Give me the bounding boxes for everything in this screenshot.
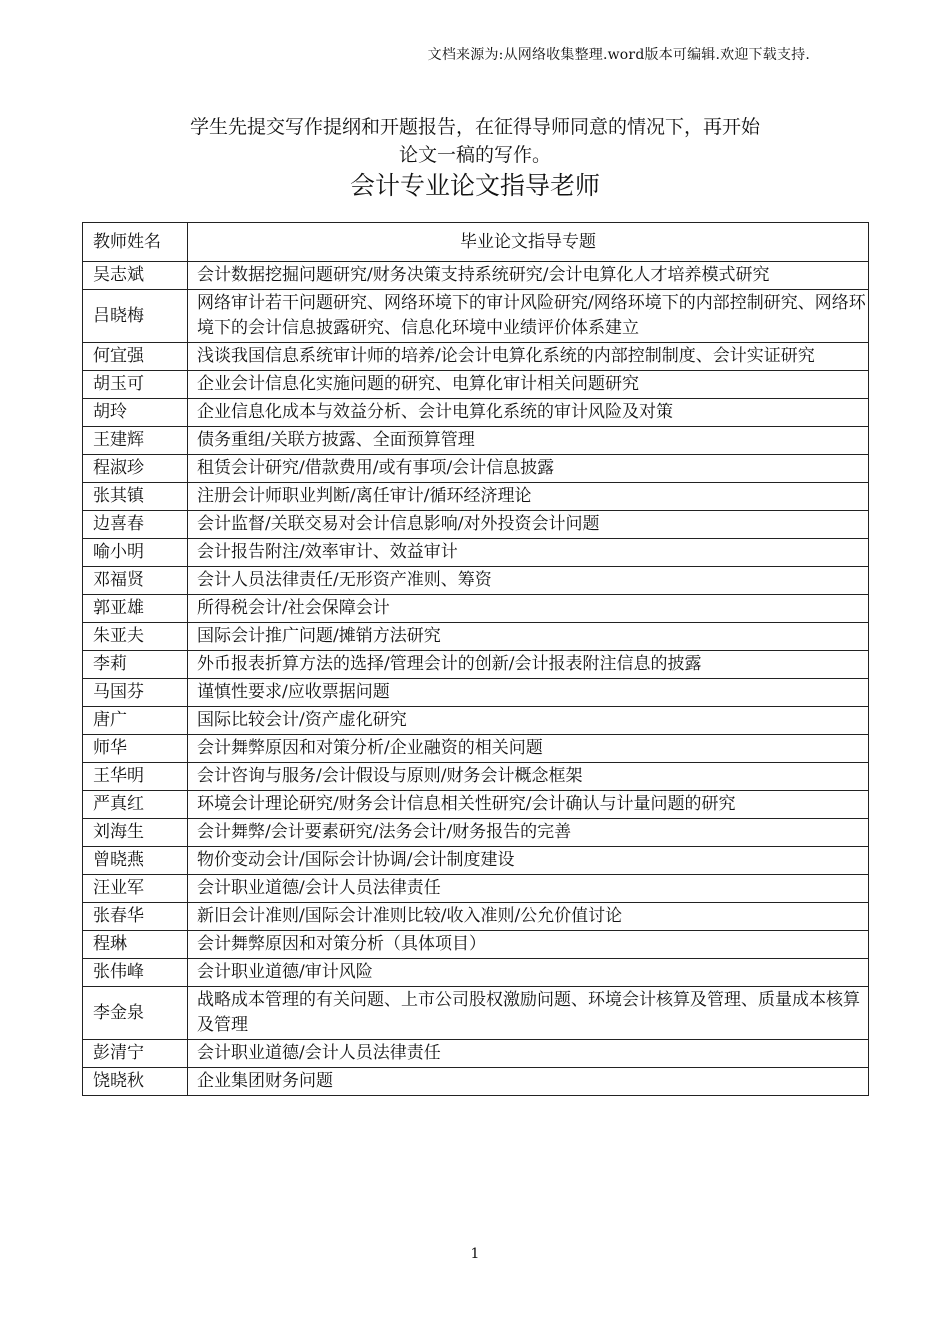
table-row [83, 1040, 869, 1068]
thesis-topic-cell: 债务重组/关联方披露、全面预算管理 [188, 427, 869, 455]
thesis-topic-cell: 企业信息化成本与效益分析、会计电算化系统的审计风险及对策 [188, 399, 869, 427]
thesis-topic-cell: 会计人员法律责任/无形资产准则、筹资 [188, 567, 869, 595]
thesis-topic-cell: 会计舞弊原因和对策分析（具体项目） [188, 931, 869, 959]
teacher-name-cell: 胡玉可 [83, 371, 188, 399]
teacher-name-cell: 张春华 [83, 903, 188, 931]
table-row [83, 651, 869, 679]
thesis-topic-cell: 会计监督/关联交易对会计信息影响/对外投资会计问题 [188, 511, 869, 539]
table-row [83, 987, 869, 1040]
table-row [83, 399, 869, 427]
table-row [83, 819, 869, 847]
teacher-name-cell: 曾晓燕 [83, 847, 188, 875]
table-row [83, 707, 869, 735]
table-row [83, 483, 869, 511]
thesis-topic-cell: 所得税会计/社会保障会计 [188, 595, 869, 623]
thesis-topic-cell: 会计舞弊原因和对策分析/企业融资的相关问题 [188, 735, 869, 763]
thesis-topic-cell: 国际会计推广问题/摊销方法研究 [188, 623, 869, 651]
teacher-name-cell: 李金泉 [83, 987, 188, 1040]
table-row [83, 371, 869, 399]
teacher-name-cell: 喻小明 [83, 539, 188, 567]
teacher-name-cell: 王建辉 [83, 427, 188, 455]
document-title: 会计专业论文指导老师 [349, 171, 600, 200]
thesis-topic-cell: 国际比较会计/资产虚化研究 [188, 707, 869, 735]
table-row [83, 791, 869, 819]
table-row [83, 931, 869, 959]
teacher-name-cell: 胡玲 [83, 399, 188, 427]
thesis-topic-cell: 新旧会计准则/国际会计准则比较/收入准则/公允价值讨论 [188, 903, 869, 931]
table-body [83, 262, 869, 1096]
table-row [83, 567, 869, 595]
page-number: 1 [470, 1246, 480, 1262]
table-row [83, 735, 869, 763]
thesis-topic-cell: 会计数据挖掘问题研究/财务决策支持系统研究/会计电算化人才培养模式研究 [188, 262, 869, 290]
teacher-name-cell: 朱亚夫 [83, 623, 188, 651]
thesis-topic-cell: 会计职业道德/会计人员法律责任 [188, 1040, 869, 1068]
teacher-name-cell: 李莉 [83, 651, 188, 679]
teacher-name-cell: 师华 [83, 735, 188, 763]
table-row [83, 511, 869, 539]
intro-paragraph [0, 113, 950, 169]
advisor-topics-table [82, 222, 869, 1096]
table-row [83, 959, 869, 987]
teacher-name-cell: 严真红 [83, 791, 188, 819]
teacher-name-cell: 彭清宁 [83, 1040, 188, 1068]
teacher-name-cell: 边喜春 [83, 511, 188, 539]
teacher-name-cell: 吕晓梅 [83, 290, 188, 343]
teacher-name-cell: 汪业军 [83, 875, 188, 903]
thesis-topic-cell: 网络审计若干问题研究、网络环境下的审计风险研究/网络环境下的内部控制研究、网络环境下的会计信息披露研究、信息化环境中业绩评价体系建立 [188, 290, 869, 343]
table-header-row [83, 223, 869, 262]
thesis-topic-cell: 物价变动会计/国际会计协调/会计制度建设 [188, 847, 869, 875]
header-thesis-topic: 毕业论文指导专题 [188, 223, 869, 262]
teacher-name-cell: 邓福贤 [83, 567, 188, 595]
thesis-topic-cell: 战略成本管理的有关问题、上市公司股权激励问题、环境会计核算及管理、质量成本核算及管理 [188, 987, 869, 1040]
intro-line-2: 论文一稿的写作。 [398, 144, 551, 166]
thesis-topic-cell: 会计咨询与服务/会计假设与原则/财务会计概念框架 [188, 763, 869, 791]
table-row [83, 903, 869, 931]
thesis-topic-cell: 租赁会计研究/借款费用/或有事项/会计信息披露 [188, 455, 869, 483]
teacher-name-cell: 张其镇 [83, 483, 188, 511]
thesis-topic-cell: 会计报告附注/效率审计、效益审计 [188, 539, 869, 567]
teacher-name-cell: 郭亚雄 [83, 595, 188, 623]
thesis-topic-cell: 环境会计理论研究/财务会计信息相关性研究/会计确认与计量问题的研究 [188, 791, 869, 819]
teacher-name-cell: 马国芬 [83, 679, 188, 707]
table-row [83, 679, 869, 707]
table-row [83, 847, 869, 875]
table-row [83, 262, 869, 290]
thesis-topic-cell: 会计职业道德/会计人员法律责任 [188, 875, 869, 903]
thesis-topic-cell: 注册会计师职业判断/离任审计/循环经济理论 [188, 483, 869, 511]
table-row [83, 595, 869, 623]
table-row [83, 290, 869, 343]
intro-line-1: 学生先提交写作提纲和开题报告，在征得导师同意的情况下，再开始 [189, 116, 760, 138]
table-row [83, 427, 869, 455]
table-row [83, 343, 869, 371]
table-row [83, 875, 869, 903]
teacher-name-cell: 何宜强 [83, 343, 188, 371]
teacher-name-cell: 唐广 [83, 707, 188, 735]
teacher-name-cell: 饶晓秋 [83, 1068, 188, 1096]
source-note: 文档来源为:从网络收集整理.word版本可编辑.欢迎下载支持. [427, 47, 810, 63]
teacher-name-cell: 程琳 [83, 931, 188, 959]
thesis-topic-cell: 外币报表折算方法的选择/管理会计的创新/会计报表附注信息的披露 [188, 651, 869, 679]
thesis-topic-cell: 企业集团财务问题 [188, 1068, 869, 1096]
teacher-name-cell: 程淑珍 [83, 455, 188, 483]
table-row [83, 623, 869, 651]
teacher-name-cell: 张伟峰 [83, 959, 188, 987]
teacher-name-cell: 刘海生 [83, 819, 188, 847]
thesis-topic-cell: 会计职业道德/审计风险 [188, 959, 869, 987]
teacher-name-cell: 吴志斌 [83, 262, 188, 290]
table-row [83, 763, 869, 791]
table-row [83, 455, 869, 483]
table-row [83, 539, 869, 567]
thesis-topic-cell: 会计舞弊/会计要素研究/法务会计/财务报告的完善 [188, 819, 869, 847]
teacher-name-cell: 王华明 [83, 763, 188, 791]
thesis-topic-cell: 谨慎性要求/应收票据问题 [188, 679, 869, 707]
header-teacher-name: 教师姓名 [83, 223, 188, 262]
table-row [83, 1068, 869, 1096]
thesis-topic-cell: 企业会计信息化实施问题的研究、电算化审计相关问题研究 [188, 371, 869, 399]
thesis-topic-cell: 浅谈我国信息系统审计师的培养/论会计电算化系统的内部控制制度、会计实证研究 [188, 343, 869, 371]
